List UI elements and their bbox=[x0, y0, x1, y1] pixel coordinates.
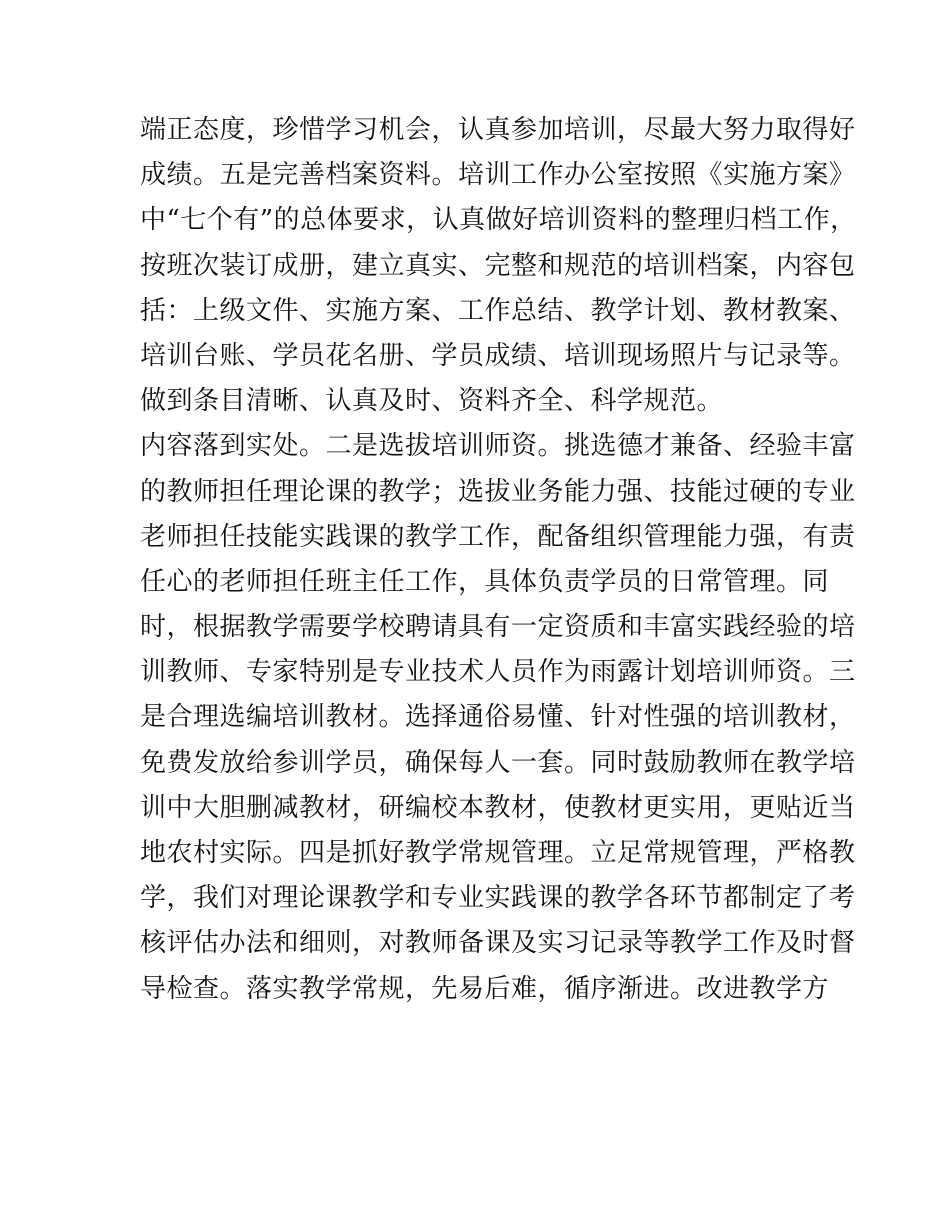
text-line-3: 中“七个有”的总体要求，认真做好培训资料的整理归档工作， bbox=[140, 205, 857, 236]
text-line-10: 老师担任技能实践课的教学工作，配备组织管理能力强，有责 bbox=[140, 521, 856, 552]
text-line-20: 导检查。落实教学常规，先易后难，循序渐进。改进教学方 bbox=[140, 973, 830, 1004]
text-line-15: 免费发放给参训学员，确保每人一套。同时鼓励教师在教学培 bbox=[140, 747, 856, 778]
text-line-8: 内容落到实处。二是选拔培训师资。挑选德才兼备、经验丰富 bbox=[140, 431, 856, 462]
text-line-6: 培训台账、学员花名册、学员成绩、培训现场照片与记录等。 bbox=[140, 340, 856, 371]
text-line-19: 核评估办法和细则，对教师备课及实习记录等教学工作及时督 bbox=[140, 928, 856, 959]
text-line-11: 任心的老师担任班主任工作，具体负责学员的日常管理。同 bbox=[140, 566, 830, 597]
text-line-5: 括：上级文件、实施方案、工作总结、教学计划、教材教案、 bbox=[140, 295, 856, 326]
text-line-9: 的教师担任理论课的教学；选拔业务能力强、技能过硬的专业 bbox=[140, 476, 856, 507]
text-line-7: 做到条目清晰、认真及时、资料齐全、科学规范。 bbox=[140, 386, 724, 417]
text-line-17: 地农村实际。四是抓好教学常规管理。立足常规管理，严格教 bbox=[140, 838, 856, 868]
text-line-12: 时，根据教学需要学校聘请具有一定资质和丰富实践经验的培 bbox=[140, 612, 856, 643]
text-line-16: 训中大胆删减教材，研编校本教材，使教材更实用，更贴近当 bbox=[140, 792, 856, 823]
text-line-18: 学，我们对理论课教学和专业实践课的教学各环节都制定了考 bbox=[140, 883, 856, 914]
text-line-14: 是合理选编培训教材。选择通俗易懂、针对性强的培训教材， bbox=[140, 702, 856, 733]
text-line-2: 成绩。五是完善档案资料。培训工作办公室按照《实施方案》 bbox=[140, 160, 856, 191]
text-line-13: 训教师、专家特别是专业技术人员作为雨露计划培训师资。三 bbox=[140, 657, 856, 688]
text-line-4: 按班次装订成册，建立真实、完整和规范的培训档案，内容包 bbox=[140, 250, 856, 281]
body-text bbox=[140, 108, 857, 1012]
text-line-1: 端正态度，珍惜学习机会，认真参加培训，尽最大努力取得好 bbox=[140, 115, 856, 145]
